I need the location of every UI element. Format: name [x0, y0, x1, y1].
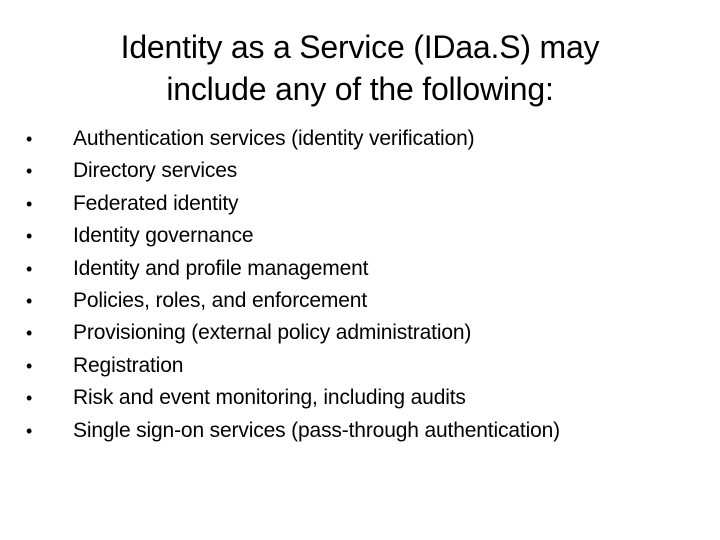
list-item-text: Policies, roles, and enforcement: [73, 288, 368, 312]
list-item-text: Directory services: [73, 159, 238, 183]
bullet-icon: •: [26, 161, 33, 182]
list-item-text: Federated identity: [73, 191, 239, 215]
list-item-text: Provisioning (external policy administration): [73, 321, 472, 345]
list-item: [26, 224, 560, 256]
list-item-text: Risk and event monitoring, including audits: [73, 386, 466, 410]
list-item-text: Identity governance: [73, 224, 254, 248]
slide-title-line-1: Identity as a Service (IDaa.S) may: [120, 29, 600, 65]
bullet-icon: •: [26, 420, 33, 441]
list-item-text: Single sign-on services (pass-through authentication): [73, 418, 560, 442]
bullet-icon: •: [26, 129, 33, 149]
list-item: [26, 289, 560, 321]
list-item-text: Identity and profile management: [73, 256, 369, 280]
bullet-list: [26, 127, 560, 451]
bullet-icon: •: [26, 290, 33, 311]
list-item: [26, 159, 560, 191]
list-item: [26, 127, 560, 159]
list-item-text: Registration: [73, 353, 184, 377]
list-item: [26, 419, 560, 451]
list-item: [26, 321, 560, 353]
list-item: [26, 386, 560, 418]
list-item: [26, 192, 560, 224]
bullet-icon: •: [26, 258, 33, 279]
slide-title: [40, 26, 680, 110]
bullet-icon: •: [26, 193, 33, 214]
slide-title-line-2: include any of the following:: [166, 71, 554, 107]
bullet-icon: •: [26, 388, 33, 409]
bullet-icon: •: [26, 323, 33, 344]
bullet-icon: •: [26, 226, 33, 247]
list-item-text: Authentication services (identity verification): [73, 127, 475, 150]
list-item: [26, 354, 560, 386]
bullet-icon: •: [26, 355, 33, 376]
list-item: [26, 257, 560, 289]
